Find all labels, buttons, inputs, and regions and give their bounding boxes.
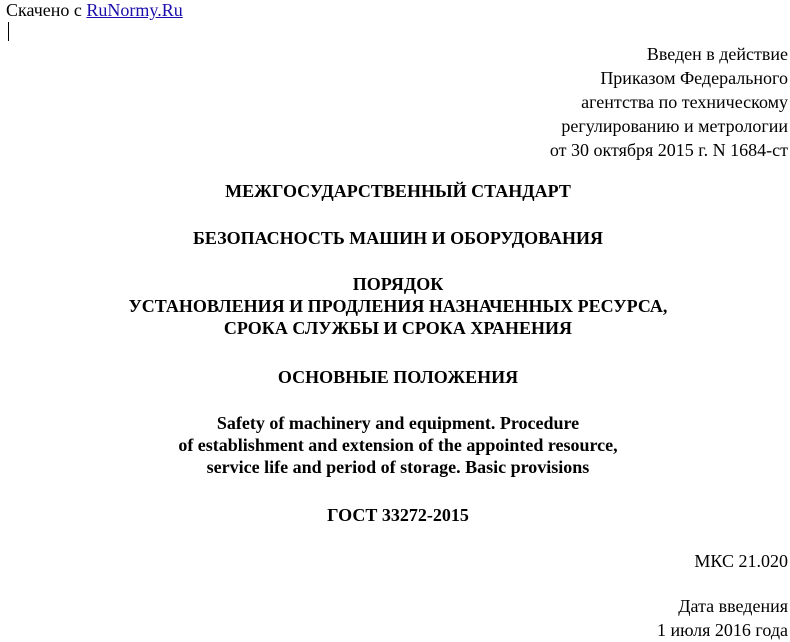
approval-line: агентства по техническому: [581, 92, 788, 112]
basic-provisions-text: ОСНОВНЫЕ ПОЛОЖЕНИЯ: [277, 367, 519, 387]
interstate-standard-text: МЕЖГОСУДАРСТВЕННЫЙ СТАНДАРТ: [225, 181, 571, 201]
introduction-date: 1 июля 2016 года: [657, 620, 788, 640]
interstate-standard-heading: [0, 180, 790, 202]
approval-line: регулированию и метрологии: [561, 116, 788, 136]
gost-number: [0, 504, 790, 526]
english-title: [0, 412, 790, 478]
title-line: ПОРЯДОК: [352, 274, 444, 294]
document-title: [0, 273, 790, 339]
approval-line: от 30 октября 2015 г. N 1684-ст: [549, 140, 788, 160]
mks-code: МКС 21.020: [694, 551, 788, 571]
basic-provisions-heading: [0, 366, 790, 388]
source-line: [6, 0, 183, 20]
title-line: СРОКА СЛУЖБЫ И СРОКА ХРАНЕНИЯ: [223, 318, 573, 338]
text-cursor: [8, 22, 9, 41]
english-title-line: of establishment and extension of the appointed resource,: [178, 435, 618, 455]
approval-line: Введен в действие: [646, 44, 788, 64]
approval-line: Приказом Федерального: [600, 68, 788, 88]
safety-heading: [0, 227, 790, 249]
introduction-label: Дата введения: [678, 596, 788, 616]
gost-number-text: ГОСТ 33272-2015: [327, 505, 469, 525]
source-prefix: Скачено с: [6, 0, 87, 20]
safety-heading-text: БЕЗОПАСНОСТЬ МАШИН И ОБОРУДОВАНИЯ: [192, 228, 604, 248]
title-line: УСТАНОВЛЕНИЯ И ПРОДЛЕНИЯ НАЗНАЧЕННЫХ РЕСУРСА,: [128, 296, 668, 316]
approval-block: [550, 42, 788, 162]
english-title-line: Safety of machinery and equipment. Procedure: [216, 413, 580, 433]
english-title-line: service life and period of storage. Basic provisions: [206, 457, 590, 477]
source-link[interactable]: RuNormy.Ru: [86, 0, 183, 20]
